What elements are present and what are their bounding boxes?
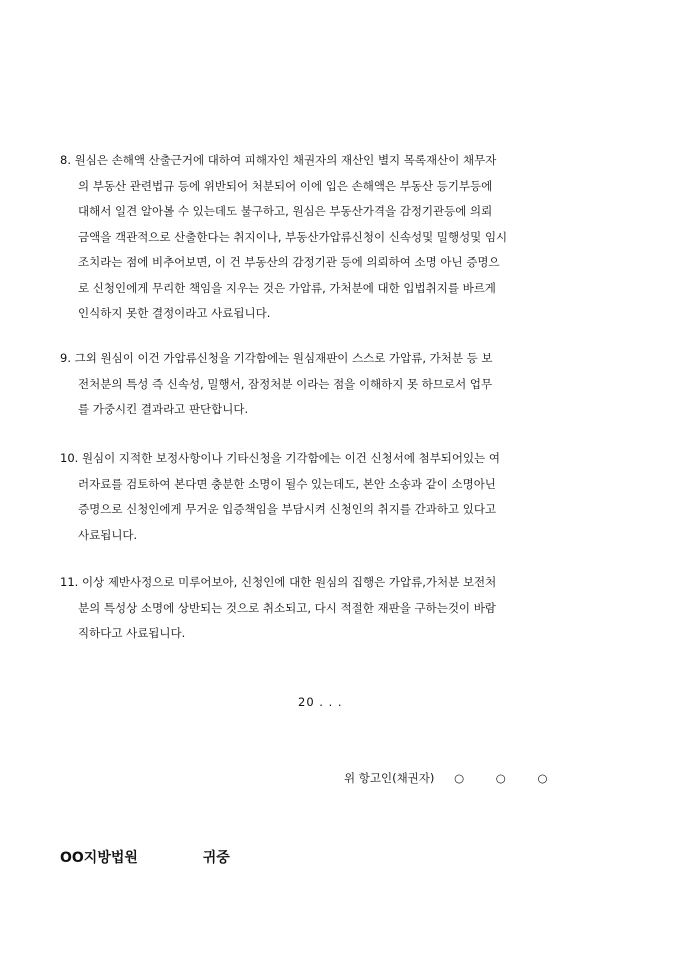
signer-label: 위 항고인(채권자) — [344, 771, 435, 785]
court-honorific: 귀중 — [202, 850, 230, 866]
signer-name: ○ ○ ○ — [454, 771, 562, 785]
paragraph-8 — [60, 148, 625, 327]
paragraph-11 — [60, 570, 625, 647]
paragraph-line: 증명으로 신청인에게 무거운 입증책임을 부담시켜 신청인의 취지를 간과하고 있다고 — [78, 502, 497, 516]
paragraph-line: 금액을 객관적으로 산출한다는 취지이나, 부동산가압류신청이 신속성및 밀행성및 임시 — [78, 229, 508, 244]
paragraph-line: 의 부동산 관련법규 등에 위반되어 처분되어 이에 입은 손해액은 부동산 등기부등에 — [78, 178, 493, 193]
court-name: OO지방법원 — [60, 850, 138, 866]
signer-block — [344, 770, 561, 786]
paragraph-9 — [60, 346, 625, 423]
paragraph-line: 전처분의 특성 즉 신속성, 밀행서, 잠정처분 이라는 점을 이해하지 못 하므로서 업무 — [78, 376, 493, 391]
paragraph-line: 러자료를 검토하여 본다면 충분한 소명이 될수 있는데도, 본안 소송과 같이 소명아닌 — [78, 476, 496, 491]
paragraph-line: 11. 이상 제반사정으로 미루어보아, 신청인에 대한 원심의 집행은 가압류,가처분 보전처 — [60, 575, 497, 589]
court-addressee — [60, 847, 230, 867]
paragraph-line: 인식하지 못한 결정이라고 사료됩니다. — [78, 306, 271, 320]
paragraph-line: 조치라는 점에 비추어보면, 이 건 부동산의 감정기관 등에 의뢰하여 소명 아닌 증명으 — [78, 255, 500, 269]
paragraph-line: 분의 특성상 소명에 상반되는 것으로 취소되고, 다시 적절한 재판을 구하는것이 바람 — [78, 600, 496, 615]
paragraph-line: 로 신청인에게 무리한 책임을 지우는 것은 가압류, 가처분에 대한 입법취지를 바르게 — [78, 280, 496, 295]
paragraph-line: 9. 그외 원심이 이건 가압류신청을 기각함에는 원심재판이 스스로 가압류, 가처분 등 보 — [60, 351, 493, 365]
paragraph-line: 10. 원심이 지적한 보정사항이나 기타신청을 기각함에는 이건 신청서에 첨부되어있는 여 — [60, 451, 500, 465]
paragraph-line: 사료됩니다. — [78, 527, 138, 542]
paragraph-line: 직하다고 사료됩니다. — [78, 626, 186, 640]
paragraph-10 — [60, 446, 625, 548]
paragraph-line: 대해서 일견 알아볼 수 있는데도 불구하고, 원심은 부동산가격을 감정기관등에 의뢰 — [78, 204, 493, 218]
paragraph-line: 를 가중시킨 결과라고 판단합니다. — [78, 402, 249, 416]
paragraph-line: 8. 원심은 손해액 산출근거에 대하여 피해자인 채권자의 재산인 별지 목록재산이 채무자 — [60, 153, 497, 167]
document-date: 20 . . . — [298, 695, 343, 709]
